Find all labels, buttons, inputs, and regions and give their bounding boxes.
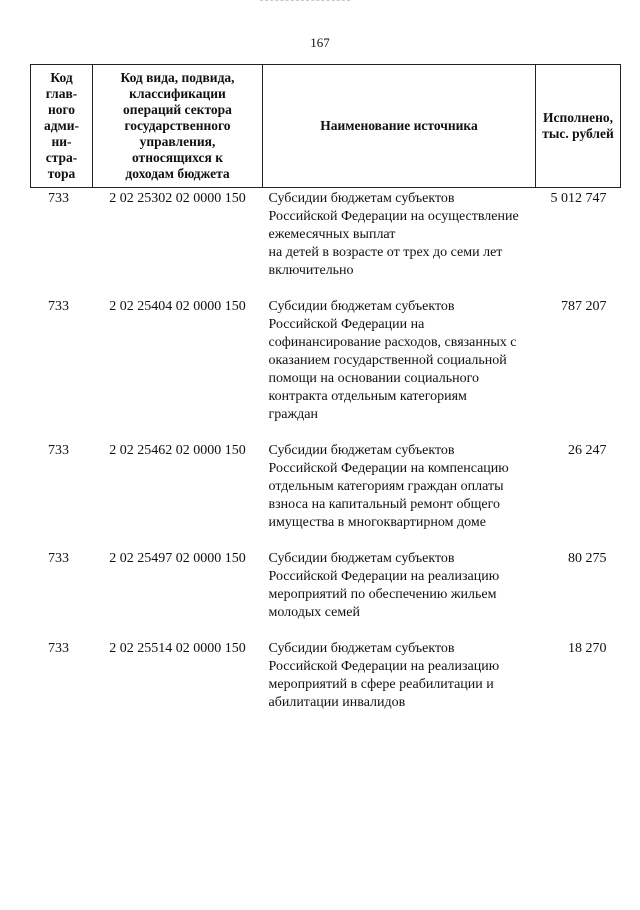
header-line: Код вида, подвида, bbox=[120, 70, 235, 85]
header-admin-code bbox=[31, 65, 93, 188]
source-name-line: ежемесячных выплат bbox=[268, 227, 396, 242]
header-line: глав- bbox=[45, 86, 78, 101]
kind-code-cell: 2 02 25462 02 0000 150 bbox=[109, 443, 246, 458]
source-name-line: Субсидии бюджетам субъектов bbox=[268, 191, 455, 206]
header-line: классификации bbox=[129, 86, 226, 101]
header-line: адми- bbox=[43, 118, 80, 133]
source-name-line: мероприятий в сфере реабилитации и bbox=[268, 677, 494, 692]
source-name-line: абилитации инвалидов bbox=[268, 695, 406, 710]
amount-cell: 18 270 bbox=[568, 641, 607, 656]
source-name-line: отдельным категориям граждан оплаты bbox=[268, 479, 504, 494]
header-amount bbox=[536, 65, 621, 188]
kind-code-cell: 2 02 25497 02 0000 150 bbox=[109, 551, 246, 566]
source-name-line: помощи на основании социального bbox=[268, 371, 480, 386]
header-line: ни- bbox=[51, 134, 72, 149]
header-source-name bbox=[263, 65, 536, 188]
source-name-line: Субсидии бюджетам субъектов bbox=[268, 551, 455, 566]
table-header bbox=[31, 65, 621, 188]
source-name-line: имущества в многоквартирном доме bbox=[268, 515, 486, 530]
table-row bbox=[31, 442, 621, 550]
source-name-line: Российской Федерации на компенсацию bbox=[268, 461, 509, 476]
header-line: операций сектора bbox=[123, 102, 232, 117]
source-name-line: Российской Федерации на осуществление bbox=[268, 209, 519, 224]
source-name-line: граждан bbox=[268, 407, 318, 422]
source-name-cell bbox=[263, 442, 536, 550]
header-line: управления, bbox=[139, 134, 216, 149]
header-line: Исполнено, bbox=[542, 110, 614, 125]
table-body bbox=[31, 188, 621, 713]
source-name-line: Субсидии бюджетам субъектов bbox=[268, 299, 455, 314]
source-name-line: включительно bbox=[268, 263, 354, 278]
source-name-line: Российской Федерации на реализацию bbox=[268, 659, 500, 674]
source-name-cell bbox=[263, 298, 536, 442]
source-name-cell bbox=[263, 550, 536, 640]
admin-code-cell: 733 bbox=[48, 641, 69, 656]
scan-artifact bbox=[260, 0, 350, 4]
header-line: ного bbox=[47, 102, 76, 117]
source-name-cell bbox=[263, 640, 536, 712]
page-number: 167 bbox=[310, 35, 330, 50]
amount-cell: 787 207 bbox=[561, 299, 607, 314]
header-line: государственного bbox=[124, 118, 231, 133]
amount-cell: 5 012 747 bbox=[550, 191, 607, 206]
source-name-line: молодых семей bbox=[268, 605, 360, 620]
admin-code-cell: 733 bbox=[48, 191, 69, 206]
table-row bbox=[31, 188, 621, 299]
header-line: стра- bbox=[45, 150, 78, 165]
source-name-line: Российской Федерации на реализацию bbox=[268, 569, 500, 584]
header-row bbox=[31, 65, 621, 188]
admin-code-cell: 733 bbox=[48, 551, 69, 566]
source-name-line: мероприятий по обеспечению жильем bbox=[268, 587, 497, 602]
header-line: тора bbox=[47, 166, 76, 181]
source-name-line: Российской Федерации на bbox=[268, 317, 425, 332]
source-name-line: Субсидии бюджетам субъектов bbox=[268, 641, 455, 656]
source-name-line: Субсидии бюджетам субъектов bbox=[268, 443, 455, 458]
header-line: Код bbox=[50, 70, 73, 85]
header-line: Наименование источника bbox=[320, 118, 478, 133]
header-kind-code bbox=[93, 65, 263, 188]
source-name-cell bbox=[263, 188, 536, 299]
table-row bbox=[31, 298, 621, 442]
table-row bbox=[31, 640, 621, 712]
table-row bbox=[31, 550, 621, 640]
source-name-line: оказанием государственной социальной bbox=[268, 353, 507, 368]
admin-code-cell: 733 bbox=[48, 443, 69, 458]
header-line: тыс. рублей bbox=[542, 126, 614, 141]
kind-code-cell: 2 02 25514 02 0000 150 bbox=[109, 641, 246, 656]
source-name-line: взноса на капитальный ремонт общего bbox=[268, 497, 500, 512]
revenue-sources-table bbox=[30, 64, 621, 712]
amount-cell: 26 247 bbox=[568, 443, 607, 458]
kind-code-cell: 2 02 25404 02 0000 150 bbox=[109, 299, 246, 314]
source-name-line: на детей в возрасте от трех до семи лет bbox=[268, 245, 503, 260]
source-name-line: контракта отдельным категориям bbox=[268, 389, 467, 404]
source-name-line: софинансирование расходов, связанных с bbox=[268, 335, 517, 350]
kind-code-cell: 2 02 25302 02 0000 150 bbox=[109, 191, 246, 206]
admin-code-cell: 733 bbox=[48, 299, 69, 314]
amount-cell: 80 275 bbox=[568, 551, 607, 566]
header-line: относящихся к bbox=[131, 150, 223, 165]
header-line: доходам бюджета bbox=[125, 166, 230, 181]
